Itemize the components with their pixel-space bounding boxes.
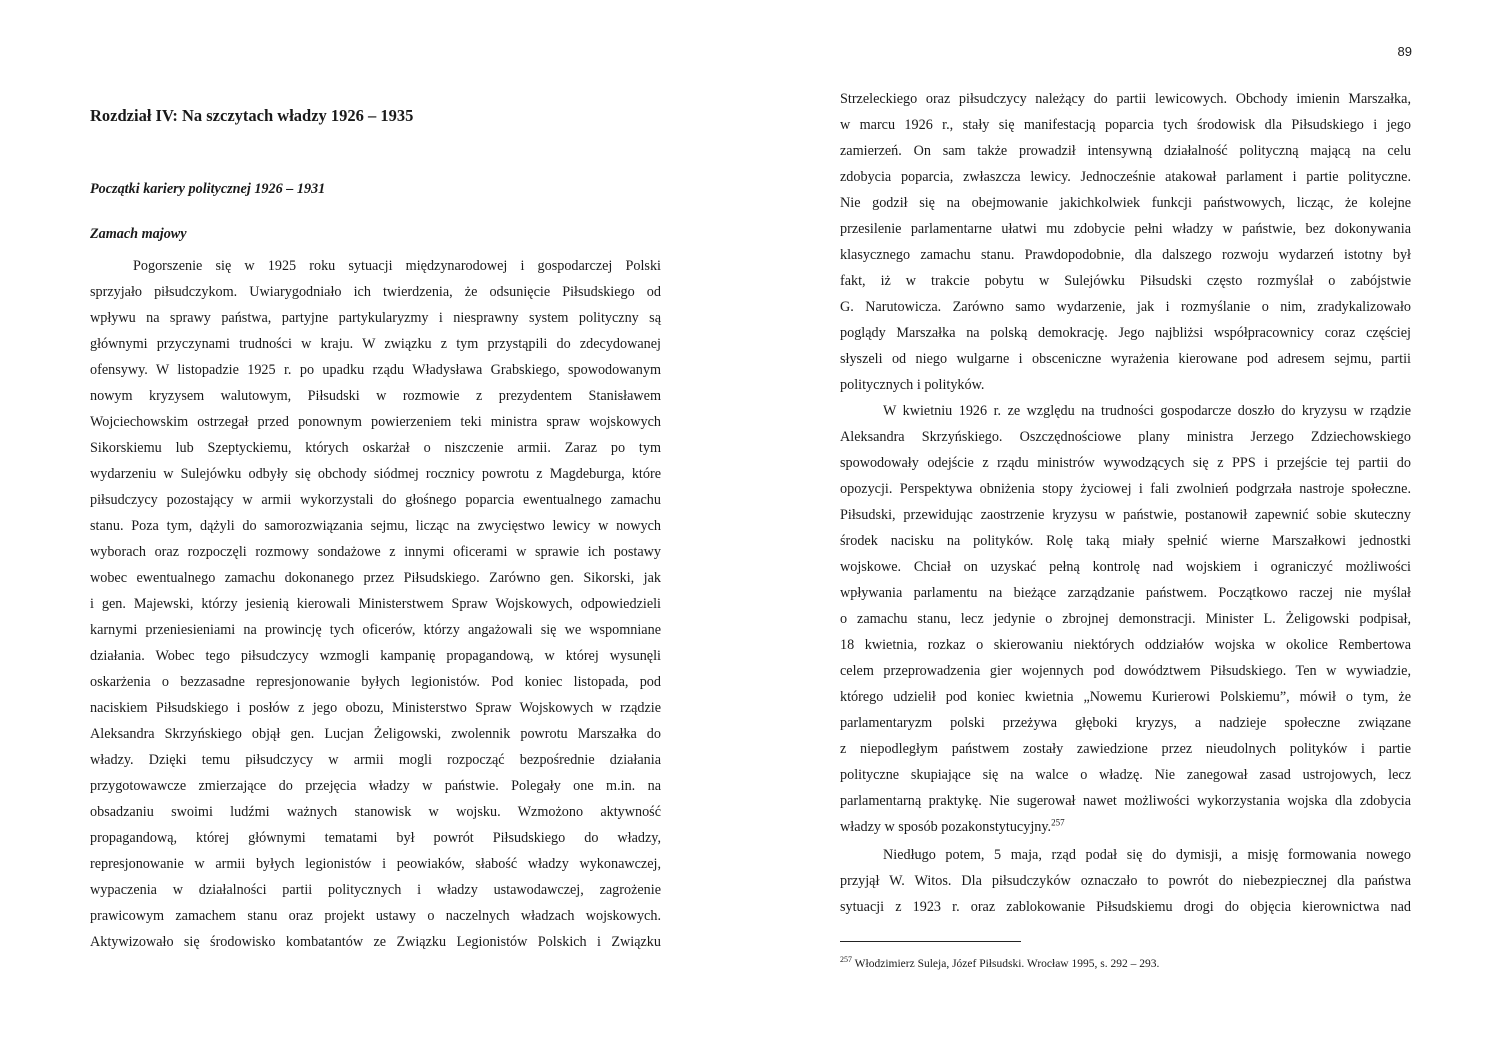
text-line: sprzyjało piłsudczykom. Uwiarygodniało ich twierdzenia, że odsunięcie Piłsudskiego od: [90, 284, 661, 300]
text-line: wyborach oraz rozpoczęli rozmowy sondażowe z innymi oficerami w sprawie ich postawy: [90, 544, 661, 560]
text-line-with-footnote-ref: [840, 818, 1411, 836]
text-line: Pogorszenie się w 1925 roku sytuacji międzynarodowej i gospodarczej Polski: [133, 258, 661, 274]
text-line: nowym kryzysem walutowym, Piłsudski w rozmowie z prezydentem Stanisławem: [90, 388, 661, 404]
section-title: Początki kariery politycznej 1926 – 1931: [90, 181, 326, 197]
text-line: Piłsudski, przewidując zaostrzenie kryzysu w państwie, postanowił zapewnić sobie skuteczny: [840, 507, 1411, 523]
chapter-title: Rozdział IV: Na szczytach władzy 1926 – 1935: [90, 106, 414, 125]
text-line: polityczne skupiające się na walce o władzę. Nie zanegował zasad ustrojowych, lecz: [840, 767, 1411, 783]
text-line: oskarżenia o bezzasadne represjonowanie byłych legionistów. Pod koniec listopada, pod: [90, 674, 661, 690]
text-line: słyszeli od niego wulgarne i obsceniczne wyrażenia kierowane pod adresem sejmu, partii: [840, 351, 1411, 367]
text-line: z niepodległym państwem zostały zawiedzione przez nieudolnych polityków i partie: [840, 741, 1411, 757]
text-line: parlamentaryzm polski przeżywa głęboki kryzys, a nadzieje społeczne związane: [840, 715, 1411, 731]
text-line: i gen. Majewski, którzy jesienią kierowali Ministerstwem Spraw Wojskowych, odpowiedzieli: [90, 596, 661, 612]
text-line: władzy. Dzięki temu piłsudczycy w armii mogli rozpocząć bezpośrednie działania: [90, 752, 661, 768]
text-line: poglądy Marszałka na polską demokrację. Jego najbliżsi współpracownicy coraz częściej: [840, 325, 1411, 341]
text-line: naciskiem Piłsudskiego i posłów z jego obozu, Ministerstwo Spraw Wojskowych w rządzie: [90, 700, 661, 716]
footnote-divider: [840, 941, 1021, 942]
text-line: Aleksandra Skrzyńskiego. Oszczędnościowe plany ministra Jerzego Zdziechowskiego: [840, 429, 1411, 445]
text-line: przesilenie parlamentarne ułatwi mu zdobycie pełni władzy w państwie, bez dokonywania: [840, 221, 1411, 237]
text-line: przygotowawcze zmierzające do przejęcia władzy w państwie. Polegały one m.in. na: [90, 778, 661, 794]
text-line: ofensywy. W listopadzie 1925 r. po upadku rządu Władysława Grabskiego, spowodowanym: [90, 362, 661, 378]
text-line: prawicowym zamachem stanu oraz projekt ustawy o naczelnych władzach wojskowych.: [90, 908, 661, 924]
text-line: Sikorskiemu lub Szeptyckiemu, których oskarżał o niszczenie armii. Zaraz po tym: [90, 440, 661, 456]
text-line: W kwietniu 1926 r. ze względu na trudności gospodarcze doszło do kryzysu w rządzie: [883, 403, 1411, 419]
text-line: piłsudczycy pozostający w armii wykorzystali do głośnego poparcia ewentualnego zamachu: [90, 492, 661, 508]
text-line: karnymi przeniesieniami na prowincję tych oficerów, którzy angażowali się we wspomniane: [90, 622, 661, 638]
text-line: celem przeprowadzenia gier wojennych pod dowództwem Piłsudskiego. Ten w wywiadzie,: [840, 663, 1411, 679]
text-line: Aleksandra Skrzyńskiego objął gen. Lucjan Żeligowski, zwolennik powrotu Marszałka do: [90, 726, 661, 742]
text-line: którego udzielił pod koniec kwietnia „Nowemu Kurierowi Polskiemu”, mówił o tym, że: [840, 689, 1411, 705]
text-line: Strzeleckiego oraz piłsudczycy należący do partii lewicowych. Obchody imienin Marszałka,: [840, 91, 1411, 107]
footnote: [840, 955, 1160, 970]
text-line: wydarzeniu w Sulejówku odbyły się obchody siódmej rocznicy powrotu z Magdeburga, które: [90, 466, 661, 482]
text-line: Nie godził się na obejmowanie jakichkolwiek funkcji państwowych, licząc, że kolejne: [840, 195, 1411, 211]
text-line: działania. Wobec tego piłsudczycy wzmogli kampanię propagandową, w której wysunęli: [90, 648, 661, 664]
text-line-content: władzy w sposób pozakonstytucyjny.: [840, 819, 1052, 835]
text-line: zdobycia poparcia, zwłaszcza lewicy. Jednocześnie atakował parlament i partie polityczne.: [840, 169, 1411, 185]
page-number: 89: [1397, 44, 1412, 59]
text-line: głównymi przyczynami trudności w kraju. W związku z tym przystąpili do zdecydowanej: [90, 336, 661, 352]
footnote-reference[interactable]: 257: [1051, 817, 1065, 828]
text-line: politycznych i polityków.: [840, 377, 985, 393]
text-line: G. Narutowicza. Zarówno samo wydarzenie, jak i rozmyślanie o nim, zradykalizowało: [840, 299, 1411, 315]
text-line: w marcu 1926 r., stały się manifestacją poparcia tych środowisk dla Piłsudskiego i jego: [840, 117, 1411, 133]
text-line: środek nacisku na polityków. Rolę taką miały spełnić wierne Marszałkowi jednostki: [840, 533, 1411, 549]
footnote-number: 257: [840, 955, 852, 965]
text-line: 18 kwietnia, rozkaz o skierowaniu niektórych oddziałów wojska w okolice Rembertowa: [840, 637, 1411, 653]
text-line: parlamentarną praktykę. Nie sugerował nawet możliwości wykorzystania wojska dla zdobycia: [840, 793, 1411, 809]
text-line: wypaczenia w działalności partii politycznych i władzy ustawodawczej, zagrożenie: [90, 882, 661, 898]
text-line: Wojciechowskim ostrzegał przed ponownym powierzeniem teki ministra spraw wojskowych: [90, 414, 661, 430]
text-line: Aktywizowało się środowisko kombatantów ze Związku Legionistów Polskich i Związku: [90, 934, 661, 950]
text-line: wobec ewentualnego zamachu dokonanego przez Piłsudskiego. Zarówno gen. Sikorski, jak: [90, 570, 661, 586]
text-line: wojskowe. Chciał on uzyskać pełną kontrolę nad wojskiem i ograniczyć możliwości: [840, 559, 1411, 575]
text-line: obsadzaniu swoimi ludźmi ważnych stanowisk w wojsku. Wzmożono aktywność: [90, 804, 661, 820]
text-line: klasycznego zamachu stanu. Prawdopodobnie, dla dalszego rozwoju wydarzeń istotny był: [840, 247, 1411, 263]
text-line: sytuacji z 1923 r. oraz zablokowanie Piłsudskiemu drogi do objęcia kierownictwa nad: [840, 899, 1411, 915]
text-line: Niedługo potem, 5 maja, rząd podał się do dymisji, a misję formowania nowego: [883, 847, 1411, 863]
text-line: przyjął W. Witos. Dla piłsudczyków oznaczało to powrót do niebezpiecznej dla państwa: [840, 873, 1411, 889]
text-line: opozycji. Perspektywa obniżenia stopy życiowej i fali zwolnień podgrzała nastroje społeczne.: [840, 481, 1411, 497]
text-line: wpływania parlamentu na bieżące zarządzanie państwem. Początkowo raczej nie myślał: [840, 585, 1411, 601]
subsection-title: Zamach majowy: [90, 226, 187, 242]
text-line: represjonowanie w armii byłych legionistów i peowiaków, słabość władzy wykonawczej,: [90, 856, 661, 872]
text-line: propagandową, której głównymi tematami był powrót Piłsudskiego do władzy,: [90, 830, 661, 846]
text-line: wpływu na sprawy państwa, partyjne partykularyzmy i niesprawny system polityczny są: [90, 310, 661, 326]
text-line: stanu. Poza tym, dążyli do samorozwiązania sejmu, licząc na zwycięstwo lewicy w nowych: [90, 518, 661, 534]
footnote-text: Włodzimierz Suleja, Józef Piłsudski. Wrocław 1995, s. 292 – 293.: [854, 958, 1160, 970]
text-line: spowodowały odejście z rządu ministrów wywodzących się z PPS i przejście tej partii do: [840, 455, 1411, 471]
text-line: zamierzeń. On sam także prowadził intensywną działalność polityczną mającą na celu: [840, 143, 1411, 159]
text-line: fakt, iż w trakcie pobytu w Sulejówku Piłsudski często rozmyślał o zabójstwie: [840, 273, 1411, 289]
text-line: o zamachu stanu, lecz jedynie o zbrojnej demonstracji. Minister L. Żeligowski podpisał,: [840, 611, 1411, 627]
